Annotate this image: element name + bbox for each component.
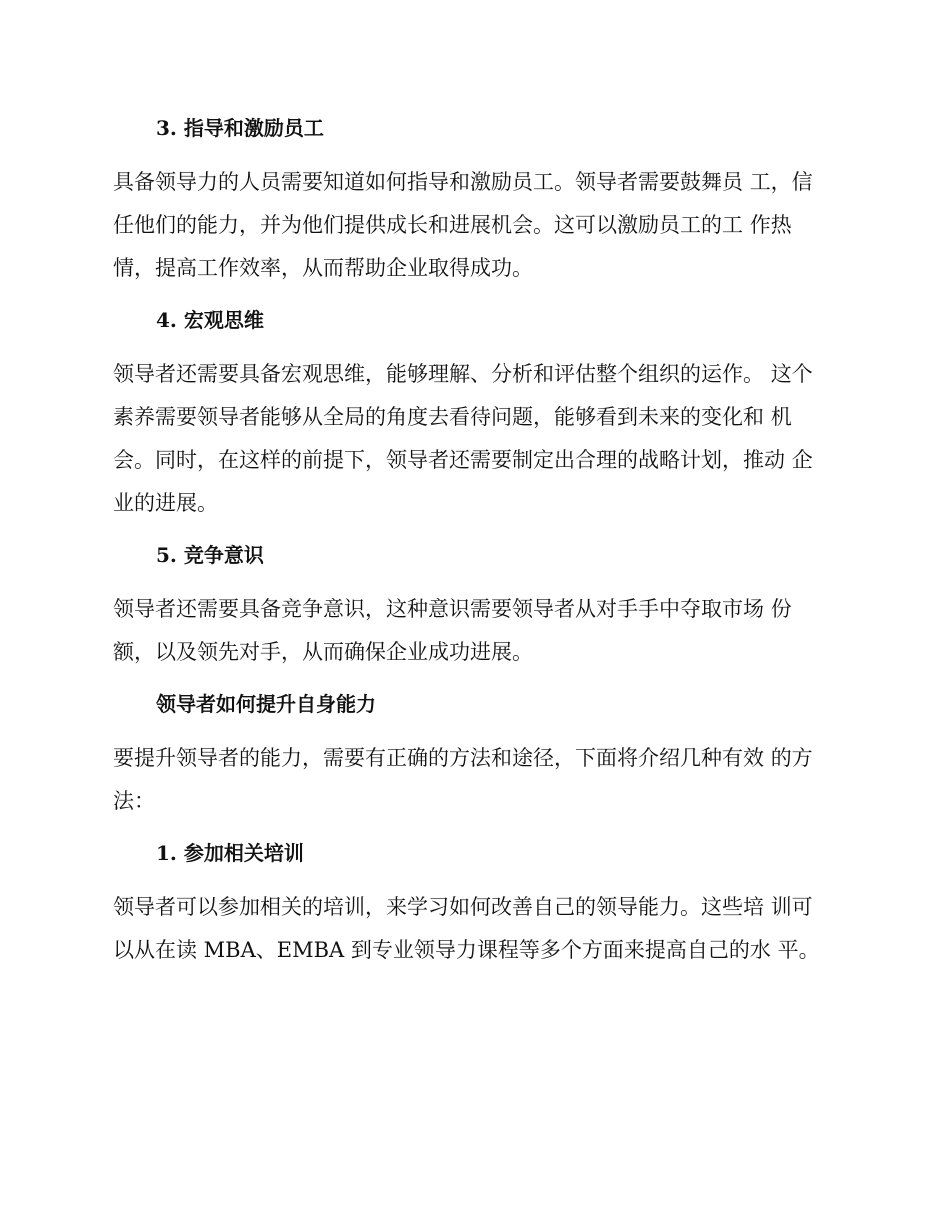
paragraph-line: 平。	[777, 938, 820, 962]
paragraph-line: 企业的进展。	[113, 448, 813, 515]
paragraph-line: 领导者还需要具备宏观思维，能够理解、分析和评估整个组织的运作。	[113, 362, 764, 386]
section-heading-5: 5. 竞争意识	[156, 543, 264, 567]
section-heading-3: 3. 指导和激励员工	[156, 116, 324, 140]
section-paragraph-3	[113, 161, 833, 290]
paragraph-line: 机会。同时，在这样的前提下，领导者还需要制定出合理的战略计划，推动	[113, 405, 792, 472]
paragraph-line: 份额，以及领先对手，从而确保企业成功进展。	[113, 597, 792, 664]
document-body	[113, 108, 833, 982]
paragraph-line: 的方法：	[113, 746, 813, 813]
paragraph-line: 这个素养需要领导者能够从全局的角度去看待问题，能够看到未来的变化和	[113, 362, 813, 429]
paragraph-line: 具备领导力的人员需要知道如何指导和激励员工。领导者需要鼓舞员	[113, 170, 743, 194]
paragraph-line: 工，信任他们的能力，并为他们提供成长和进展机会。这可以激励员工的工	[113, 170, 813, 237]
section-paragraph-4	[113, 353, 833, 525]
section-paragraph-training	[113, 886, 833, 972]
paragraph-line: 作热情，提高工作效率，从而帮助企业取得成功。	[113, 213, 792, 280]
paragraph-line: 要提升领导者的能力，需要有正确的方法和途径，下面将介绍几种有效	[113, 746, 764, 770]
paragraph-line: 训可以从在读 MBA、EMBA 到专业领导力课程等多个方面来提高自己的水	[113, 895, 813, 962]
section-paragraph-improve	[113, 737, 833, 823]
section-heading-4: 4. 宏观思维	[156, 308, 264, 332]
paragraph-line: 领导者还需要具备竞争意识，这种意识需要领导者从对手手中夺取市场	[113, 597, 764, 621]
section-paragraph-5	[113, 588, 833, 674]
paragraph-line: 领导者可以参加相关的培训，来学习如何改善自己的领导能力。这些培	[113, 895, 764, 919]
section-heading-improve: 领导者如何提升自身能力	[156, 692, 376, 716]
section-heading-training: 1. 参加相关培训	[156, 841, 304, 865]
